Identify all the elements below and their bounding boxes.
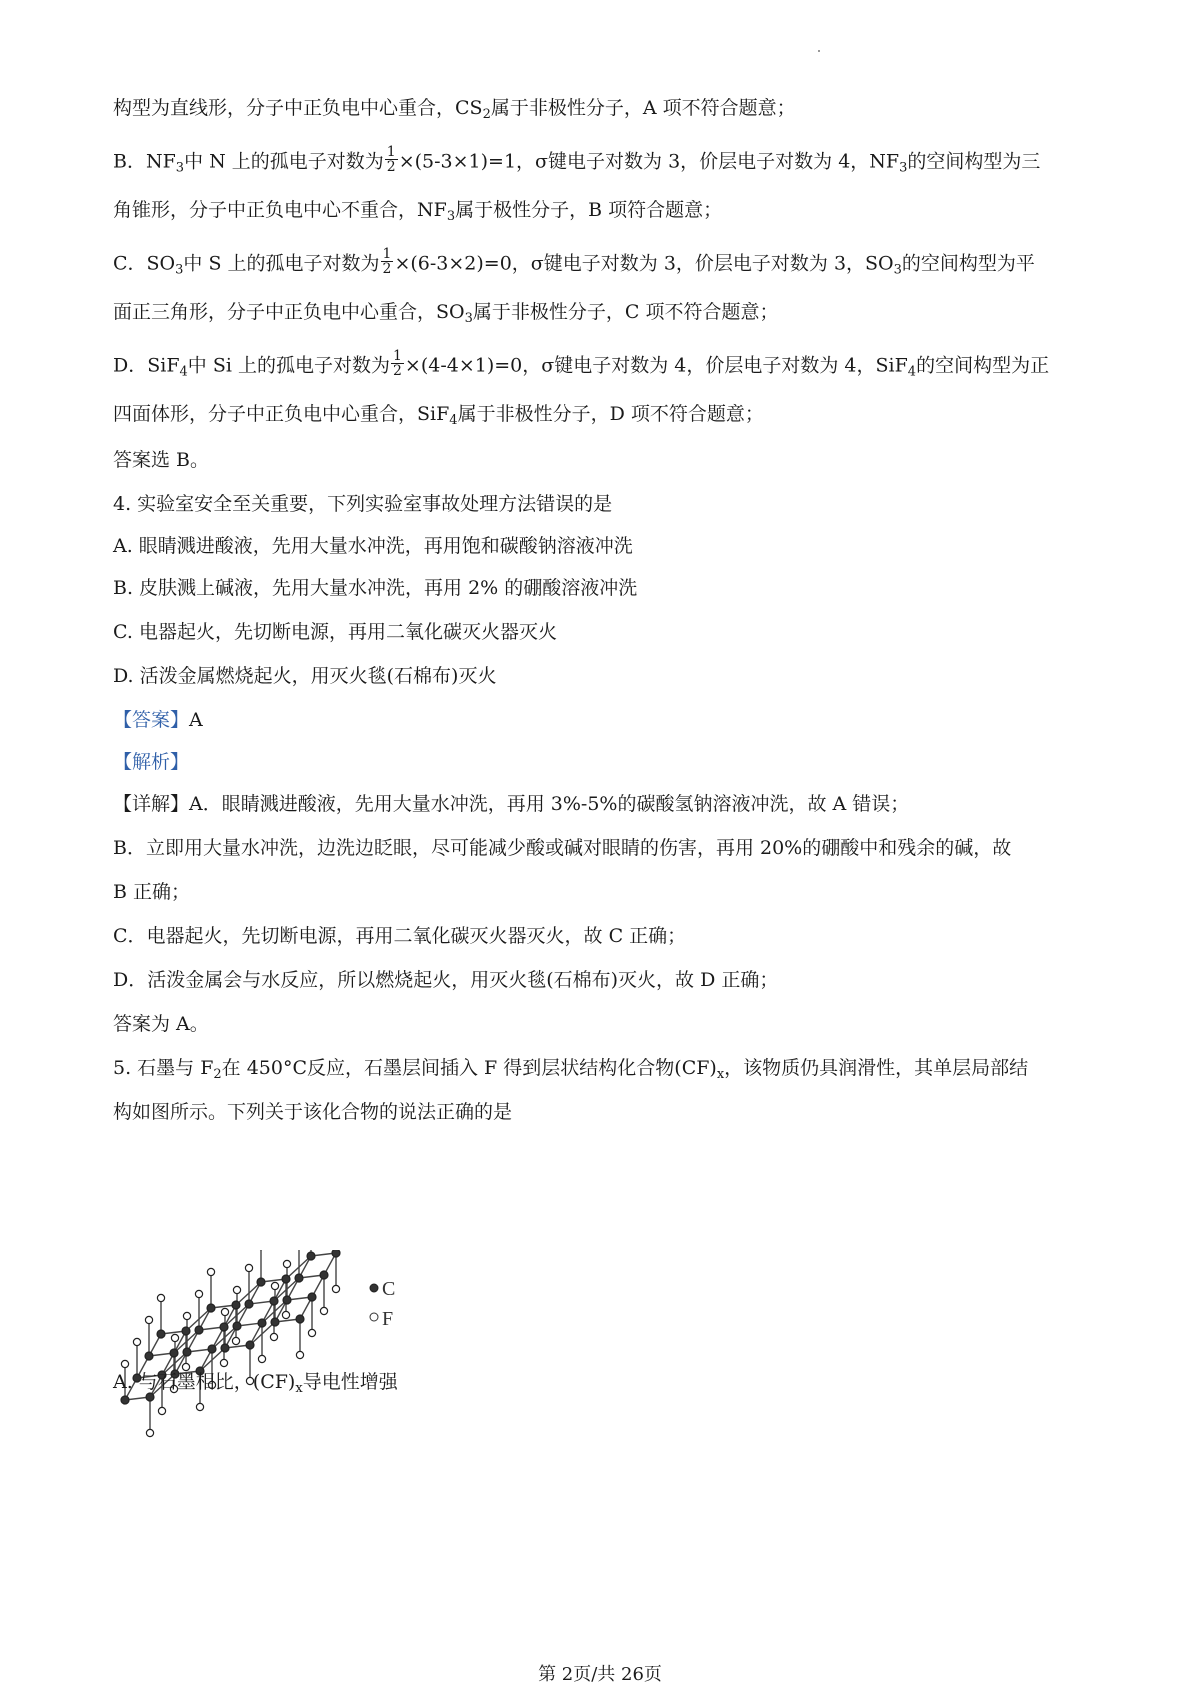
q4-option-b: B. 皮肤溅上碱液，先用大量水冲洗，再用 2% 的硼酸溶液冲洗	[113, 577, 638, 599]
carbon-atom	[233, 1322, 241, 1330]
fluorine-atom	[157, 1294, 164, 1301]
carbon-atom	[282, 1275, 290, 1283]
question-5: 5. 石墨与 $F_2$在 450°C反应，石墨层间插入 F 得到层状结构化合物$(CF)_x$，该物质仍具润滑性，其单层局部结	[113, 1057, 1029, 1082]
carbon-atom	[145, 1352, 153, 1360]
fluorine-atom	[221, 1308, 228, 1315]
fluorine-atom	[121, 1360, 128, 1367]
fluorine-atom	[207, 1268, 214, 1275]
carbon-atom	[232, 1301, 240, 1309]
answer-tag: 【答案】	[113, 709, 190, 731]
answer-line: 答案选 B。	[113, 449, 210, 471]
fraction-half: $\frac{1}{2}$	[382, 246, 392, 277]
carbon-atom	[257, 1278, 265, 1286]
question-4: 4. 实验室安全至关重要，下列实验室事故处理方法错误的是	[113, 493, 613, 515]
fluorine-atom	[232, 1337, 239, 1344]
fraction-half: $\frac{1}{2}$	[392, 348, 402, 379]
fluorine-atom	[195, 1290, 202, 1297]
carbon-atom	[220, 1323, 228, 1331]
carbon-atom	[271, 1318, 279, 1326]
detail-d: D．活泼金属会与水反应，所以燃烧起火，用灭火毯(石棉布)灭火，故 D 正确；	[113, 969, 779, 991]
fluorine-atom	[282, 1311, 289, 1318]
carbon-atom	[183, 1348, 191, 1356]
fluorine-atom	[296, 1351, 303, 1358]
fluorine-atom	[308, 1329, 315, 1336]
legend-carbon-icon	[370, 1284, 378, 1292]
fluorine-atom	[258, 1355, 265, 1362]
question-5-cont: 构如图所示。下列关于该化合物的说法正确的是	[113, 1101, 513, 1123]
text-line: 构型为直线形，分子中正负电中心重合，$CS_2$属于非极性分子，A 项不符合题意；	[113, 97, 796, 122]
analysis-tag: 【解析】	[113, 751, 190, 773]
carbon-atom	[270, 1297, 278, 1305]
q5-option-a: A. 与石墨相比，$(CF)_x$导电性增强	[113, 1371, 398, 1396]
carbon-atom	[320, 1271, 328, 1279]
fluorine-atom	[270, 1333, 277, 1340]
carbon-atom	[295, 1274, 303, 1282]
fluorine-atom	[158, 1407, 165, 1414]
carbon-atom	[208, 1345, 216, 1353]
detail-end: 答案为 A。	[113, 1013, 209, 1035]
fluorine-atom	[283, 1260, 290, 1267]
option-b-analysis: B．$NF_3$中 N 上的孤电子对数为 $\frac{1}{2}$ ×(5-3×1)=1，σ键电子对数为 3，价层电子对数为 4，$NF_3$的空间构型为三	[113, 144, 1041, 176]
answer-value: A	[189, 709, 203, 731]
detail-tag: 【详解】	[113, 793, 190, 815]
bond-lines	[125, 1250, 336, 1433]
q4-option-c: C. 电器起火，先切断电源，再用二氧化碳灭火器灭火	[113, 621, 557, 643]
carbon-atom	[258, 1319, 266, 1327]
answer-row	[113, 708, 203, 732]
fluorine-atom	[183, 1312, 190, 1319]
carbon-atom	[157, 1330, 165, 1338]
option-d-analysis: D．SiF$_4$中 Si 上的孤电子对数为 $\frac{1}{2}$ ×(4-4×1)=0，σ键电子对数为 4，价层电子对数为 4，SiF$_4$的空间构型为正	[113, 348, 1050, 380]
fluorine-atom	[320, 1307, 327, 1314]
fluorine-atom	[245, 1264, 252, 1271]
legend-carbon-label: C	[382, 1278, 396, 1300]
fluorine-atom	[146, 1429, 153, 1436]
carbon-atom	[207, 1304, 215, 1312]
text-line: 四面体形，分子中正负电中心重合，SiF$_4$属于非极性分子，D 项不符合题意；	[113, 403, 764, 428]
text-line: 面正三角形，分子中正负电中心重合，$SO_3$属于非极性分子，C 项不符合题意；	[113, 301, 779, 326]
carbon-atom	[307, 1252, 315, 1260]
fluorine-atom	[196, 1403, 203, 1410]
cf-layer-structure-figure	[115, 1250, 435, 1450]
carbon-atom	[182, 1327, 190, 1335]
detail-a: 【详解】A．眼睛溅进酸液，先用大量水冲洗，再用 3%-5%的碳酸氢钠溶液冲洗，故 A 错误；	[113, 793, 910, 815]
detail-b-cont: B 正确；	[113, 881, 191, 903]
carbon-atom	[308, 1293, 316, 1301]
scan-speck	[818, 50, 820, 52]
carbon-atom	[245, 1300, 253, 1308]
fluorine-atom	[133, 1338, 140, 1345]
q4-option-d: D. 活泼金属燃烧起火，用灭火毯(石棉布)灭火	[113, 665, 497, 687]
carbon-atom	[332, 1250, 340, 1257]
atoms	[121, 1250, 340, 1437]
detail-b: B．立即用大量水冲洗，边洗边眨眼，尽可能减少酸或碱对眼睛的伤害，再用 20%的硼酸中和残余的碱，故	[113, 837, 1012, 859]
carbon-atom	[283, 1296, 291, 1304]
page-footer: 第 2页/共 26页	[538, 1664, 662, 1685]
carbon-atom	[121, 1396, 129, 1404]
carbon-atom	[296, 1315, 304, 1323]
fluorine-atom	[332, 1285, 339, 1292]
carbon-atom	[221, 1344, 229, 1352]
carbon-atom	[195, 1326, 203, 1334]
detail-c: C．电器起火，先切断电源，再用二氧化碳灭火器灭火，故 C 正确；	[113, 925, 687, 947]
fluorine-atom	[233, 1286, 240, 1293]
fluorine-atom	[271, 1282, 278, 1289]
carbon-atom	[170, 1349, 178, 1357]
legend-fluorine-label: F	[382, 1308, 394, 1330]
fluorine-atom	[145, 1316, 152, 1323]
fraction-half: $\frac{1}{2}$	[386, 144, 396, 175]
carbon-atom	[246, 1341, 254, 1349]
legend-fluorine-icon	[370, 1313, 378, 1321]
option-c-analysis: C．$SO_3$中 S 上的孤电子对数为 $\frac{1}{2}$ ×(6-3×2)=0，σ键电子对数为 3，价层电子对数为 3，$SO_3$的空间构型为平	[113, 246, 1035, 278]
q4-option-a: A. 眼睛溅进酸液，先用大量水冲洗，再用饱和碳酸钠溶液冲洗	[113, 535, 633, 557]
carbon-atom	[146, 1393, 154, 1401]
text-line: 角锥形，分子中正负电中心不重合，$NF_3$属于极性分子，B 项符合题意；	[113, 199, 723, 224]
fluorine-atom	[220, 1359, 227, 1366]
fluorine-atom	[171, 1334, 178, 1341]
